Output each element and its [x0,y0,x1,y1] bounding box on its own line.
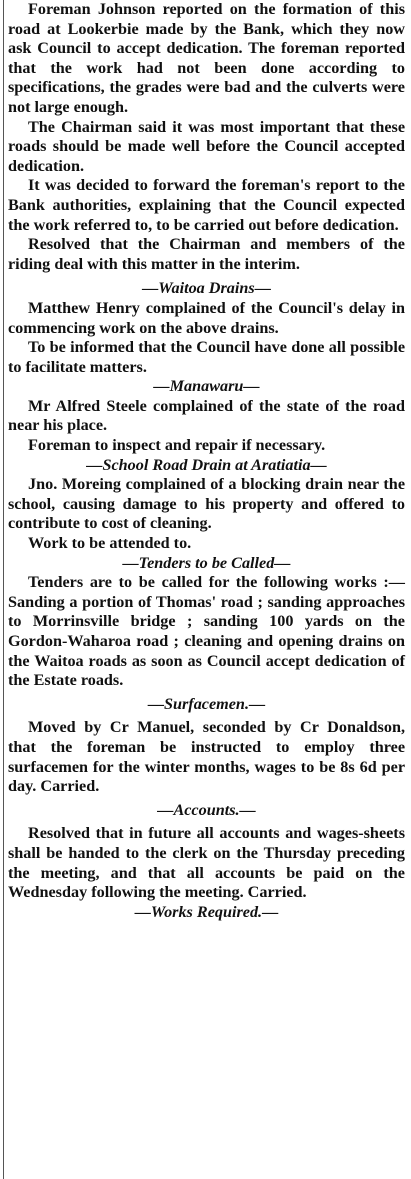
heading-surfacemen: —Surfacemen.— [147,694,266,713]
heading-school-road-drain: —School Road Drain at Aratiatia— [86,455,327,474]
paragraph-forward-report: It was decided to forward the foreman's report to the Bank authorities, explaining that the Council expected the work referred to, to be carried out before dedication. [8,176,405,234]
heading-waitoa-drains: —Waitoa Drains— [142,279,271,298]
paragraph-accounts-resolution: Resolved that in future all accounts and wages-sheets shall be handed to the clerk on the Thursday preceding the meeting, and that all accounts be paid on the Wednesday following the meeting. Carried. [8,824,405,902]
heading-tenders: —Tenders to be Called— [122,553,291,572]
heading-works-required: —Works Required.— [134,902,279,921]
paragraph-foreman-report: Foreman Johnson reported on the formation of this road at Lookerbie made by the Bank, which they now ask Council to accept dedication. The foreman reported that the work had not been done according to specifications, the grades were bad and the culverts were not large enough. [8,0,405,116]
paragraph-facilitate-matters: To be informed that the Council have done all possible to facilitate matters. [8,338,405,376]
paragraph-work-attended: Work to be attended to. [28,534,192,553]
heading-manawaru: —Manawaru— [153,377,260,396]
paragraph-jno-moreing: Jno. Moreing complained of a blocking drain near the school, causing damage to his property and offered to contribute to cost of cleaning. [8,475,405,533]
heading-accounts: —Accounts.— [157,800,256,819]
paragraph-surfacemen-motion: Moved by Cr Manuel, seconded by Cr Donaldson, that the foreman be instructed to employ three surfacemen for the winter months, wages to be 8s 6d per day. Carried. [8,718,405,796]
paragraph-tenders-list: Tenders are to be called for the following works :—Sanding a portion of Thomas' road ; sanding approaches to Morrinsville bridge ; sanding 100 yards on the Gordon-Waharoa road ; cleaning and opening drains on the Waitoa roads as soon as Council accept dedication of the Estate roads. [8,573,405,690]
paragraph-inspect-repair: Foreman to inspect and repair if necessary. [28,436,326,455]
paragraph-chairman-statement: The Chairman said it was most important that these roads should be made well before the Council accepted dedication. [8,117,405,175]
paragraph-riding-resolution: Resolved that the Chairman and members of the riding deal with this matter in the interim. [8,235,405,273]
paragraph-alfred-steele: Mr Alfred Steele complained of the state of the road near his place. [8,396,405,435]
paragraph-matthew-henry: Matthew Henry complained of the Council's delay in commencing work on the above drains. [8,298,405,337]
newspaper-column [3,0,407,1179]
